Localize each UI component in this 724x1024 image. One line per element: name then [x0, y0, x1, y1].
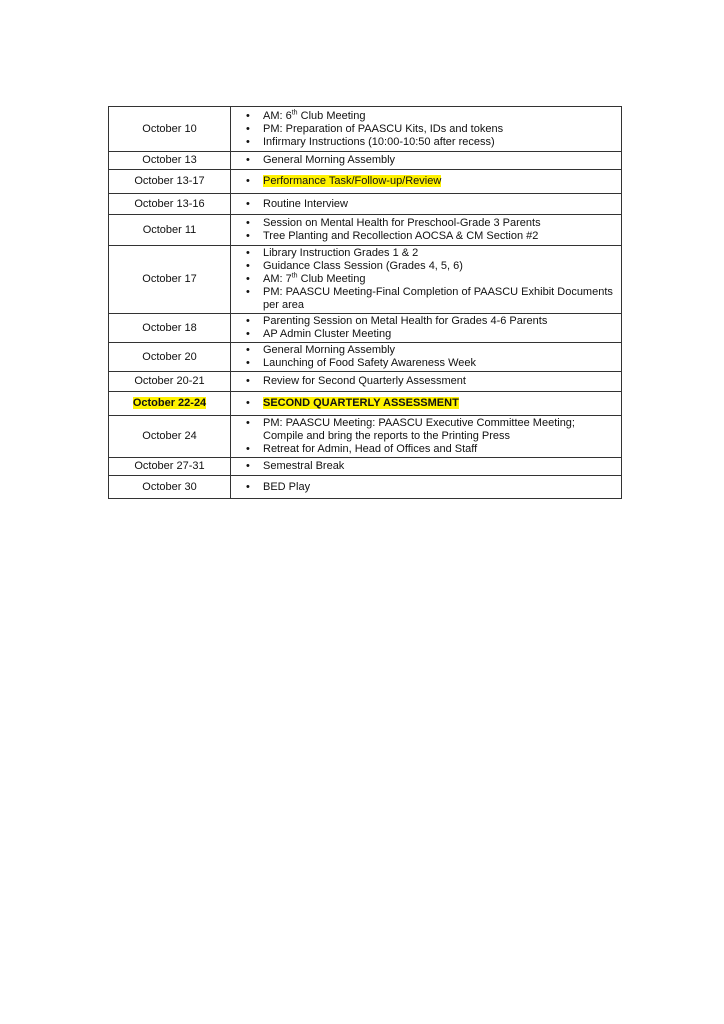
activity-text-main: Retreat for Admin, Head of Offices and Staff [263, 443, 478, 455]
activity-item [231, 286, 617, 312]
activity-list [231, 314, 621, 342]
activity-text-main: PM: Preparation of PAASCU Kits, IDs and tokens [263, 122, 504, 135]
activity-list [231, 216, 621, 244]
activity-item [231, 136, 617, 149]
activities-cell [231, 246, 622, 314]
date-cell [109, 215, 231, 246]
schedule-row [109, 392, 622, 416]
date-text: October 11 [142, 223, 197, 236]
activity-text [263, 328, 391, 340]
date-cell [109, 476, 231, 499]
activity-text-main: AM: 7 [263, 273, 292, 285]
ordinal-suffix: th [291, 108, 298, 116]
schedule-row [109, 194, 622, 215]
activity-text-rest: Club Meeting [297, 109, 366, 122]
activity-text [263, 230, 538, 242]
activity-list [231, 153, 621, 168]
activity-text-main: General Morning Assembly [263, 344, 396, 356]
date-cell [109, 152, 231, 170]
activity-text [263, 110, 365, 122]
activities-cell [231, 458, 622, 476]
activity-item [231, 460, 617, 473]
activity-list [231, 374, 621, 389]
activities-cell [231, 170, 622, 194]
date-text: October 10 [142, 122, 197, 135]
activity-text-main: Tree Planting and Recollection AOCSA & CM Section #2 [263, 230, 539, 242]
activity-text-main: Infirmary Instructions (10:00-10:50 after recess) [263, 135, 495, 148]
activity-item [231, 315, 617, 328]
activity-text-main: PM: PAASCU Meeting-Final Completion of PAASCU Exhibit Documents per area [263, 286, 613, 311]
schedule-row [109, 246, 622, 314]
activity-text-main: Routine Interview [263, 197, 348, 210]
activity-item [231, 417, 617, 443]
schedule-table [108, 106, 622, 499]
date-text: October 13-16 [134, 197, 205, 210]
activity-text [263, 357, 476, 369]
activity-list [231, 246, 621, 313]
date-cell [109, 246, 231, 314]
activity-text [263, 315, 547, 327]
activity-item [231, 344, 617, 357]
activities-cell [231, 314, 622, 343]
activity-list [231, 416, 621, 457]
schedule-row [109, 314, 622, 343]
activity-item [231, 328, 617, 341]
activity-list [231, 174, 621, 189]
activities-cell [231, 416, 622, 458]
activity-text-main: SECOND QUARTERLY ASSESSMENT [263, 397, 459, 409]
activity-list [231, 109, 621, 150]
activity-text [263, 273, 365, 285]
activity-list [231, 480, 621, 495]
schedule-row [109, 458, 622, 476]
activity-item [231, 443, 617, 456]
activity-text-main: Launching of Food Safety Awareness Week [263, 357, 477, 369]
activity-text [263, 260, 463, 272]
activity-list [231, 197, 621, 212]
activity-item [231, 375, 617, 388]
activity-item [231, 110, 617, 123]
activity-text-main: Session on Mental Health for Preschool-Grade 3 Parents [263, 217, 541, 229]
date-text: October 18 [142, 321, 197, 334]
activity-list [231, 459, 621, 474]
activity-item [231, 260, 617, 273]
activity-text-rest: Club Meeting [297, 273, 366, 285]
activity-item [231, 397, 617, 410]
date-text: October 27-31 [134, 460, 205, 472]
activity-text-main: Review for Second Quarterly Assessment [263, 375, 466, 387]
activity-text [263, 481, 310, 493]
activity-text-main: Performance Task/Follow-up/Review [263, 175, 442, 187]
activities-cell [231, 152, 622, 170]
activities-cell [231, 194, 622, 215]
activity-item [231, 230, 617, 243]
activity-text-main: AM: 6 [263, 109, 292, 122]
activity-list [231, 396, 621, 411]
activity-text-main: Guidance Class Session (Grades 4, 5, 6) [263, 260, 463, 272]
activities-cell [231, 215, 622, 246]
activities-cell [231, 476, 622, 499]
activity-item [231, 123, 617, 136]
schedule-row [109, 215, 622, 246]
date-cell [109, 170, 231, 194]
date-cell [109, 194, 231, 215]
activity-text [263, 344, 395, 356]
schedule-row [109, 107, 622, 152]
date-text: October 20 [142, 350, 197, 363]
activity-text [263, 286, 613, 311]
activity-text [263, 217, 541, 229]
schedule-row [109, 152, 622, 170]
activities-cell [231, 107, 622, 152]
activity-text-main: BED Play [263, 480, 311, 493]
activities-cell [231, 372, 622, 392]
schedule-row [109, 343, 622, 372]
date-text: October 17 [142, 273, 197, 285]
activity-item [231, 481, 617, 494]
activity-text-main: AP Admin Cluster Meeting [263, 328, 392, 340]
activity-text [263, 460, 344, 472]
activity-text [263, 123, 503, 135]
date-cell [109, 372, 231, 392]
activity-item [231, 198, 617, 211]
activity-text [263, 247, 418, 259]
activity-list [231, 343, 621, 371]
activity-text [263, 375, 466, 387]
date-cell [109, 343, 231, 372]
activity-text [263, 198, 348, 210]
date-text: October 22-24 [132, 397, 207, 409]
activity-text-main: Semestral Break [263, 460, 345, 472]
schedule-table-body [109, 107, 622, 499]
date-text: October 13 [142, 154, 197, 166]
activity-text-main: Parenting Session on Metal Health for Grades 4-6 Parents [263, 315, 548, 327]
date-text: October 13-17 [134, 175, 205, 187]
activity-text [263, 136, 495, 148]
schedule-row [109, 476, 622, 499]
activity-text [263, 175, 441, 187]
schedule-row [109, 170, 622, 194]
activity-item [231, 247, 617, 260]
date-cell [109, 314, 231, 343]
schedule-row [109, 372, 622, 392]
activity-text [263, 397, 459, 409]
activity-item [231, 273, 617, 286]
date-cell [109, 416, 231, 458]
activity-item [231, 217, 617, 230]
activity-text-main: PM: PAASCU Meeting: PAASCU Executive Committee Meeting; Compile and bring the reports to the Printing Press [263, 417, 575, 442]
date-cell [109, 107, 231, 152]
activity-text-main: Library Instruction Grades 1 & 2 [263, 247, 419, 259]
activities-cell [231, 392, 622, 416]
date-text: October 24 [142, 430, 197, 442]
activity-item [231, 154, 617, 167]
activity-text [263, 417, 575, 442]
ordinal-suffix: th [291, 272, 298, 280]
schedule-row [109, 416, 622, 458]
activity-item [231, 175, 617, 188]
date-text: October 30 [142, 480, 197, 493]
activities-cell [231, 343, 622, 372]
activity-text-main: General Morning Assembly [263, 154, 396, 166]
activity-item [231, 357, 617, 370]
activity-text [263, 154, 395, 166]
activity-text [263, 443, 477, 455]
date-cell [109, 458, 231, 476]
date-text: October 20-21 [134, 375, 205, 387]
date-cell [109, 392, 231, 416]
